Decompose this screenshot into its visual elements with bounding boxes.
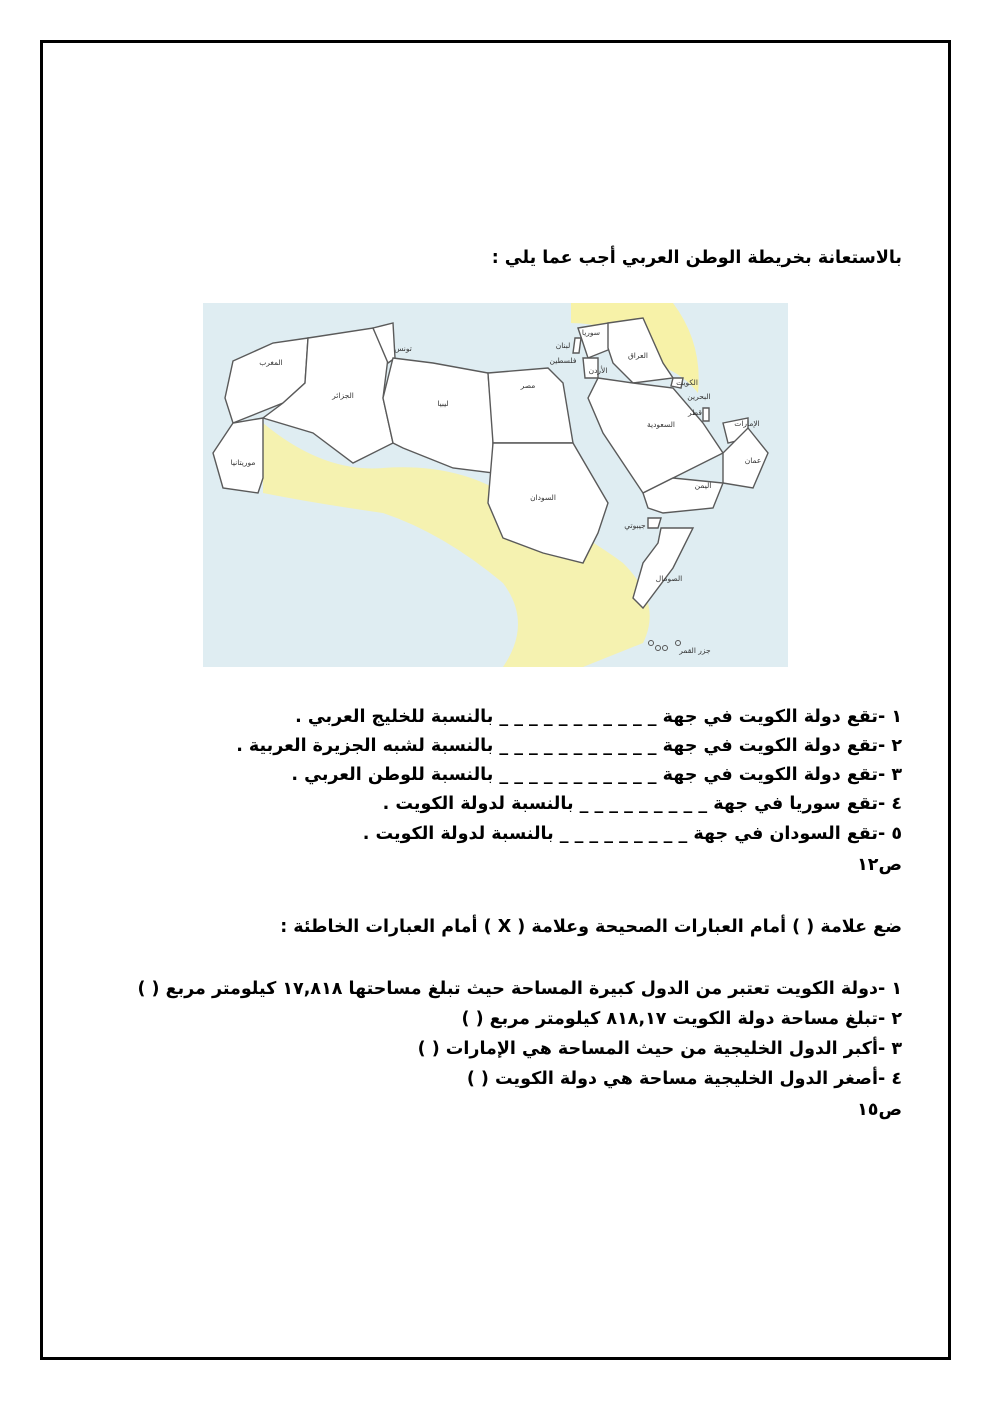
true-false-instruction: ضع علامة ( ) أمام العبارات الصحيحة وعلامة ( X ) أمام العبارات الخاطئة : — [280, 917, 902, 937]
statement-1: ١ -دولة الكويت تعتبر من الدول كبيرة المساحة حيث تبلغ مساحتها ١٧,٨١٨ كيلومتر مربع ( ) — [137, 979, 902, 999]
question-text: تقع دولة الكويت في جهة — [662, 765, 878, 785]
statement-number: ٣ — [891, 1039, 902, 1059]
question-rest: بالنسبة للوطن العربي . — [291, 765, 494, 785]
label-qatar: قطر — [688, 408, 702, 417]
question-number: ٣ — [891, 765, 902, 785]
label-sudan: السودان — [530, 493, 556, 502]
page-border — [40, 40, 951, 1360]
statement-2: ٢ -تبلغ مساحة دولة الكويت ٨١٨,١٧ كيلومتر مربع ( ) — [461, 1009, 902, 1029]
label-somalia: الصومال — [655, 574, 683, 583]
page-reference-2: ص١٥ — [857, 1100, 902, 1120]
label-egypt: مصر — [520, 381, 536, 390]
question-text: تقع دولة الكويت في جهة — [662, 707, 878, 727]
label-tunisia: تونس — [394, 344, 412, 353]
label-oman: عمان — [744, 456, 762, 465]
label-djibouti: جيبوتي — [624, 521, 646, 530]
label-comoros: جزر القمر — [679, 646, 711, 655]
question-text: تقع دولة الكويت في جهة — [662, 736, 878, 756]
label-libya: ليبيا — [437, 399, 449, 408]
question-2: ٢ -تقع دولة الكويت في جهة _ _ _ _ _ _ _ _ _ _ _ بالنسبة لشبه الجزيرة العربية . — [236, 736, 902, 756]
question-4: ٤ -تقع سوريا في جهة _ _ _ _ _ _ _ _ _ بالنسبة لدولة الكويت . — [382, 794, 902, 814]
statement-4: ٤ -أصغر الدول الخليجية مساحة هي دولة الكويت ( ) — [466, 1069, 902, 1089]
answer-blank[interactable]: _ _ _ _ _ _ _ _ _ — [579, 794, 708, 814]
label-kuwait: الكويت — [676, 378, 698, 387]
arab-world-map — [203, 303, 788, 667]
statement-text[interactable]: تبلغ مساحة دولة الكويت ٨١٨,١٧ كيلومتر مربع ( ) — [461, 1009, 878, 1029]
answer-blank[interactable]: _ _ _ _ _ _ _ _ _ _ _ — [499, 765, 657, 785]
question-3: ٣ -تقع دولة الكويت في جهة _ _ _ _ _ _ _ _ _ _ _ بالنسبة للوطن العربي . — [291, 765, 902, 785]
statement-number: ٤ — [891, 1069, 902, 1089]
question-number: ١ — [891, 707, 902, 727]
answer-blank[interactable]: _ _ _ _ _ _ _ _ _ _ _ — [499, 707, 657, 727]
djibouti-shape — [648, 518, 661, 528]
statement-text[interactable]: أصغر الدول الخليجية مساحة هي دولة الكويت ( ) — [466, 1069, 878, 1089]
statement-number: ٢ — [891, 1009, 902, 1029]
qatar-shape — [703, 408, 709, 421]
question-number: ٢ — [891, 736, 902, 756]
question-5: ٥ -تقع السودان في جهة _ _ _ _ _ _ _ _ _ بالنسبة لدولة الكويت . — [362, 824, 902, 844]
page-reference-1: ص١٢ — [857, 855, 902, 875]
label-morocco: المغرب — [259, 358, 283, 367]
label-bahrain: البحرين — [687, 392, 711, 401]
statement-text[interactable]: دولة الكويت تعتبر من الدول كبيرة المساحة حيث تبلغ مساحتها ١٧,٨١٨ كيلومتر مربع ( ) — [137, 979, 878, 999]
lebanon-shape — [573, 338, 581, 353]
label-algeria: الجزائر — [332, 391, 354, 400]
answer-blank[interactable]: _ _ _ _ _ _ _ _ _ _ _ — [499, 736, 657, 756]
question-rest: بالنسبة لشبه الجزيرة العربية . — [236, 736, 494, 756]
question-text: تقع سوريا في جهة — [713, 794, 878, 814]
label-lebanon: لبنان — [555, 341, 571, 350]
question-number: ٥ — [891, 824, 902, 844]
label-syria: سوريا — [581, 328, 601, 337]
label-mauritania: موريتانيا — [230, 458, 256, 467]
label-yemen: اليمن — [694, 481, 712, 490]
question-1: ١ -تقع دولة الكويت في جهة _ _ _ _ _ _ _ _ _ _ _ بالنسبة للخليج العربي . — [295, 707, 902, 727]
answer-blank[interactable]: _ _ _ _ _ _ _ _ _ — [559, 824, 688, 844]
label-iraq: العراق — [627, 351, 649, 360]
label-saudi: السعودية — [646, 420, 676, 429]
label-palestine: فلسطين — [549, 356, 577, 365]
question-number: ٤ — [891, 794, 902, 814]
question-rest: بالنسبة للخليج العربي . — [295, 707, 494, 727]
question-text: تقع السودان في جهة — [693, 824, 878, 844]
question-rest: بالنسبة لدولة الكويت . — [362, 824, 554, 844]
statement-text[interactable]: أكبر الدول الخليجية من حيث المساحة هي الإمارات ( ) — [417, 1039, 878, 1059]
statement-number: ١ — [891, 979, 902, 999]
label-jordan: الأردن — [588, 366, 608, 375]
statement-3: ٣ -أكبر الدول الخليجية من حيث المساحة هي الإمارات ( ) — [417, 1039, 902, 1059]
question-rest: بالنسبة لدولة الكويت . — [382, 794, 574, 814]
intro-heading: بالاستعانة بخريطة الوطن العربي أجب عما يلي : — [491, 248, 902, 268]
label-uae: الإمارات — [734, 419, 760, 428]
